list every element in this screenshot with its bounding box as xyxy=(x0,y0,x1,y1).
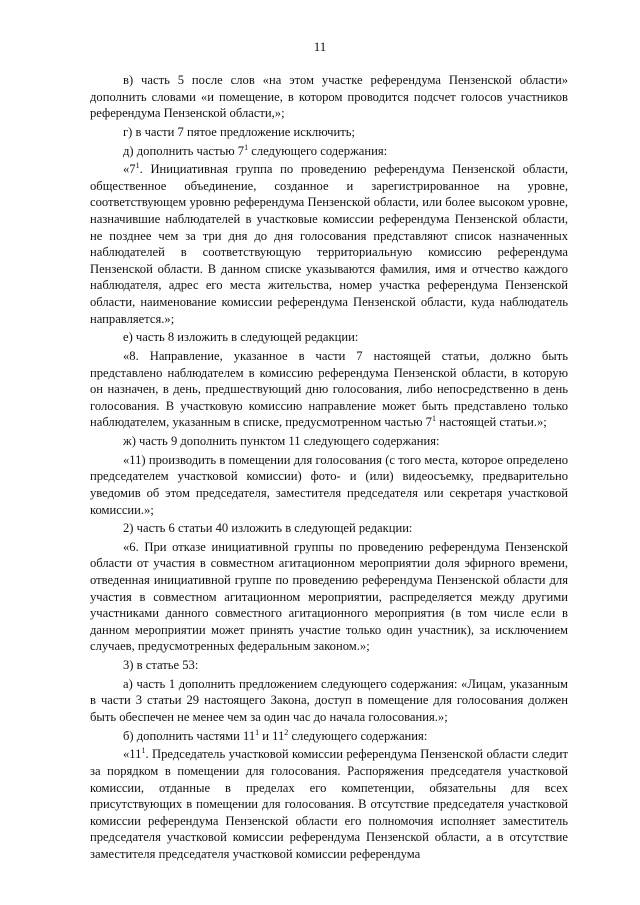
paragraph-text: е) часть 8 изложить в следующей редакции: xyxy=(123,330,359,345)
paragraph-text: а) часть 1 дополнить предложением следующего содержания: «Лицам, указанным в части 3 статьи 29 настоящего Закона, доступ в помещение для голосования должен быть обеспечен не менее чем за один час до начала голосования.»; xyxy=(90,676,568,724)
superscript: 2 xyxy=(284,727,289,737)
paragraph-text: «8. Направление, указанное в части 7 настоящей статьи, должно быть представлено наблюдателем в комиссию референдума Пензенской области, в которую он назначен, в день, предшествующий дню голосования, либо непосредственно в день голосования. В участковую комиссию направление может быть представлено только наблюдателем, указанным в списке, предусмотренном частью 7 xyxy=(90,348,568,430)
paragraph-text: следующего содержания: xyxy=(248,143,388,158)
document-body xyxy=(90,72,568,865)
paragraph-p6 xyxy=(90,348,568,431)
paragraph-text: в) часть 5 после слов «на этом участке референдума Пензенской области» дополнить словами «и помещение, в котором проводится подсчет голосов участников референдума Пензенской области,»; xyxy=(90,73,568,121)
paragraph-text: г) в части 7 пятое предложение исключить; xyxy=(123,124,355,139)
paragraph-p13 xyxy=(90,728,568,745)
paragraph-p4 xyxy=(90,161,568,327)
paragraph-text: 2) часть 6 статьи 40 изложить в следующей редакции: xyxy=(123,521,413,536)
paragraph-text: ж) часть 9 дополнить пунктом 11 следующего содержания: xyxy=(123,434,440,449)
paragraph-text: настоящей статьи.»; xyxy=(435,415,547,430)
paragraph-p3 xyxy=(90,143,568,160)
paragraph-text: следующего содержания: xyxy=(288,728,428,743)
superscript: 1 xyxy=(244,142,249,152)
paragraph-text: 3) в статье 53: xyxy=(123,658,199,673)
paragraph-p10 xyxy=(90,539,568,655)
paragraph-text: б) дополнить частями 11 xyxy=(123,728,256,743)
paragraph-p5 xyxy=(90,329,568,346)
paragraph-text: «11 xyxy=(123,747,142,762)
paragraph-p2 xyxy=(90,124,568,141)
paragraph-p14 xyxy=(90,746,568,862)
paragraph-p11 xyxy=(90,657,568,674)
superscript: 1 xyxy=(255,727,260,737)
page-number: 11 xyxy=(313,39,327,54)
superscript: 1 xyxy=(141,746,146,756)
paragraph-p9 xyxy=(90,520,568,537)
paragraph-text: . Инициативная группа по проведению референдума Пензенской области, общественное объединение, созданное и зарегистрированное на уровне, соответствующем уровню референдума Пензенской области, или более высоком уровне, назначившие наблюдателей в участковые комиссии референдума Пензенской области, не позднее чем за три дня до дня голосования представляют список назначенных наблюдателей в соответствующую территориальную комиссию референдума Пензенской области. В данном списке указываются фамилия, имя и отчество каждого наблюдателя, адрес его места жительства, номер участка референдума Пензенской области, наименование комиссии референдума Пензенской области, куда наблюдатель направляется.»; xyxy=(90,162,568,326)
paragraph-p12 xyxy=(90,676,568,726)
superscript: 1 xyxy=(135,161,140,171)
paragraph-text: «7 xyxy=(123,162,136,177)
paragraph-text: . Председатель участковой комиссии референдума Пензенской области следит за порядком в помещении для голосования. Распоряжения председателя участковой комиссии, отданные в пределах его компетенции, обязательны для всех присутствующих в помещении для голосования. В отсутствие председателя участковой комиссии референдума Пензенской области его полномочия исполняет заместитель председателя участковой комиссии референдума Пензенской области, а в отсутствие заместителя председателя участковой комиссии референдума xyxy=(90,747,568,861)
paragraph-text: «6. При отказе инициативной группы по проведению референдума Пензенской области от участия в совместном агитационном мероприятии доля эфирного времени, отведенная инициативной группе по проведению референдума Пензенской области для участия в совместном агитационном мероприятии, распределяется между другими участниками данного совместного агитационного мероприятия (в том числе если в данном мероприятии может принять участие только один участник), за исключением случаев, предусмотренных федеральным законом.»; xyxy=(90,539,568,654)
paragraph-text: и 11 xyxy=(259,728,285,743)
paragraph-text: д) дополнить частью 7 xyxy=(123,143,245,158)
superscript: 1 xyxy=(431,414,436,424)
paragraph-p1 xyxy=(90,72,568,122)
paragraph-text: «11) производить в помещении для голосования (с того места, которое определено председателем участковой комиссии) фото- и (или) видеосъемку, предварительно уведомив об этом председателя, заместителя председателя или секретаря участковой комиссии.»; xyxy=(90,452,568,517)
paragraph-p7 xyxy=(90,433,568,450)
paragraph-p8 xyxy=(90,452,568,518)
